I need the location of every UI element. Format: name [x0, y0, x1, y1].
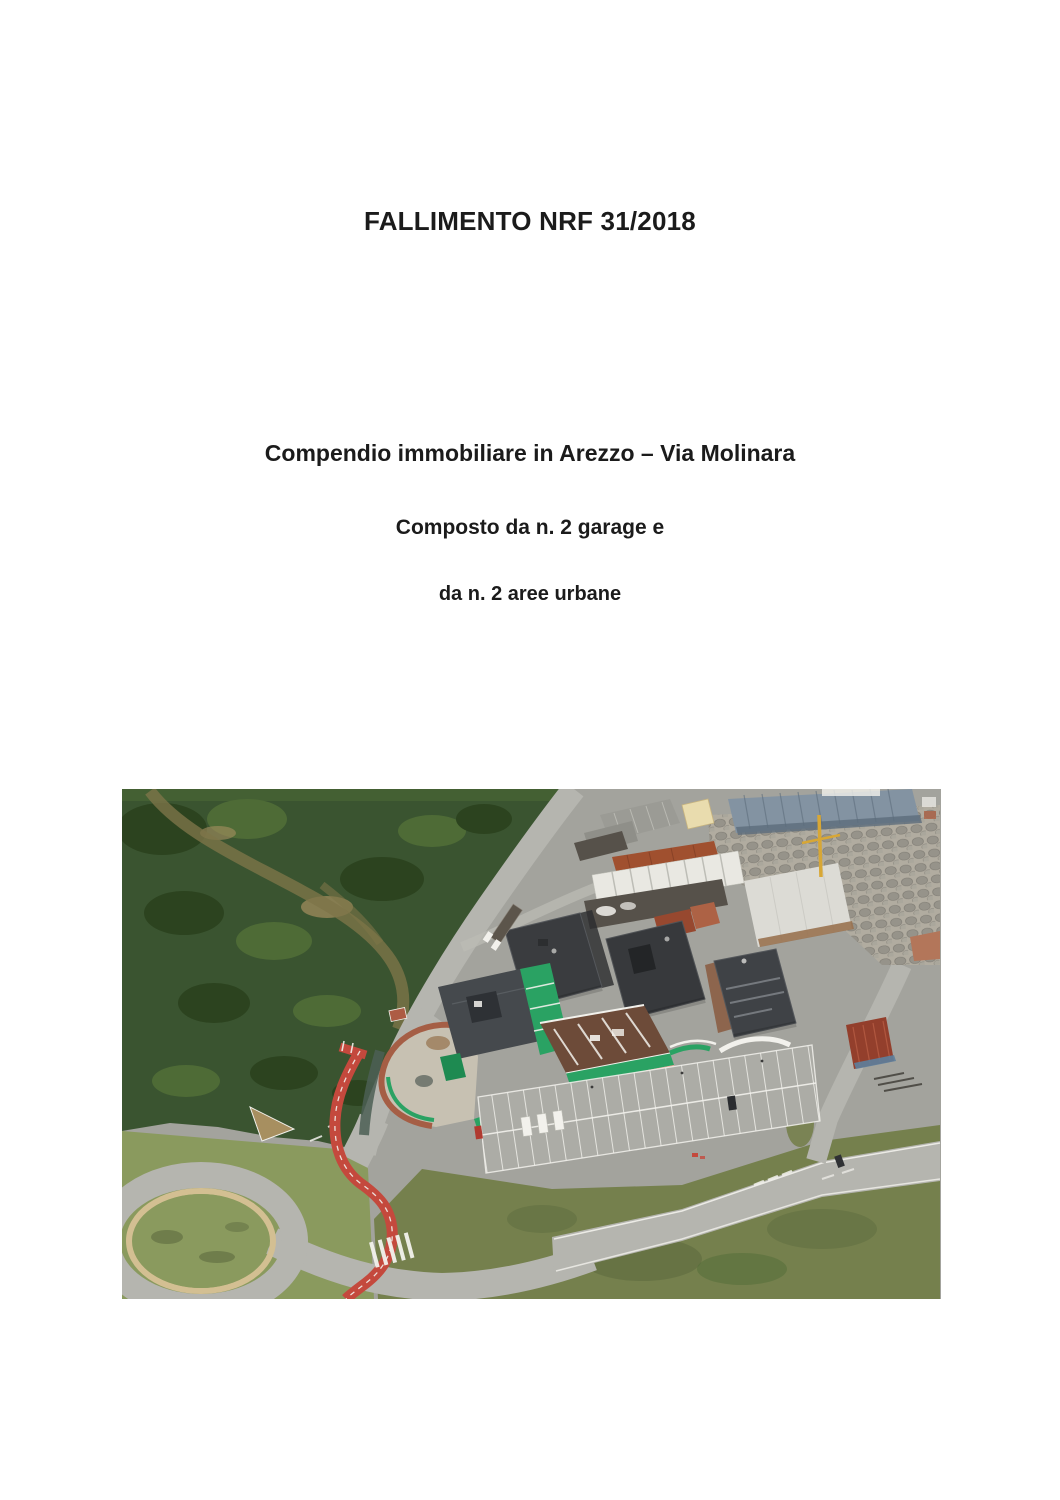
aerial-photo	[122, 789, 941, 1299]
composition-line-2: da n. 2 aree urbane	[438, 583, 622, 605]
property-heading: Compendio immobiliare in Arezzo – Via Molinara	[264, 440, 796, 467]
composition-line-1: Composto da n. 2 garage e	[395, 516, 665, 539]
page-title: FALLIMENTO NRF 31/2018	[364, 206, 696, 237]
